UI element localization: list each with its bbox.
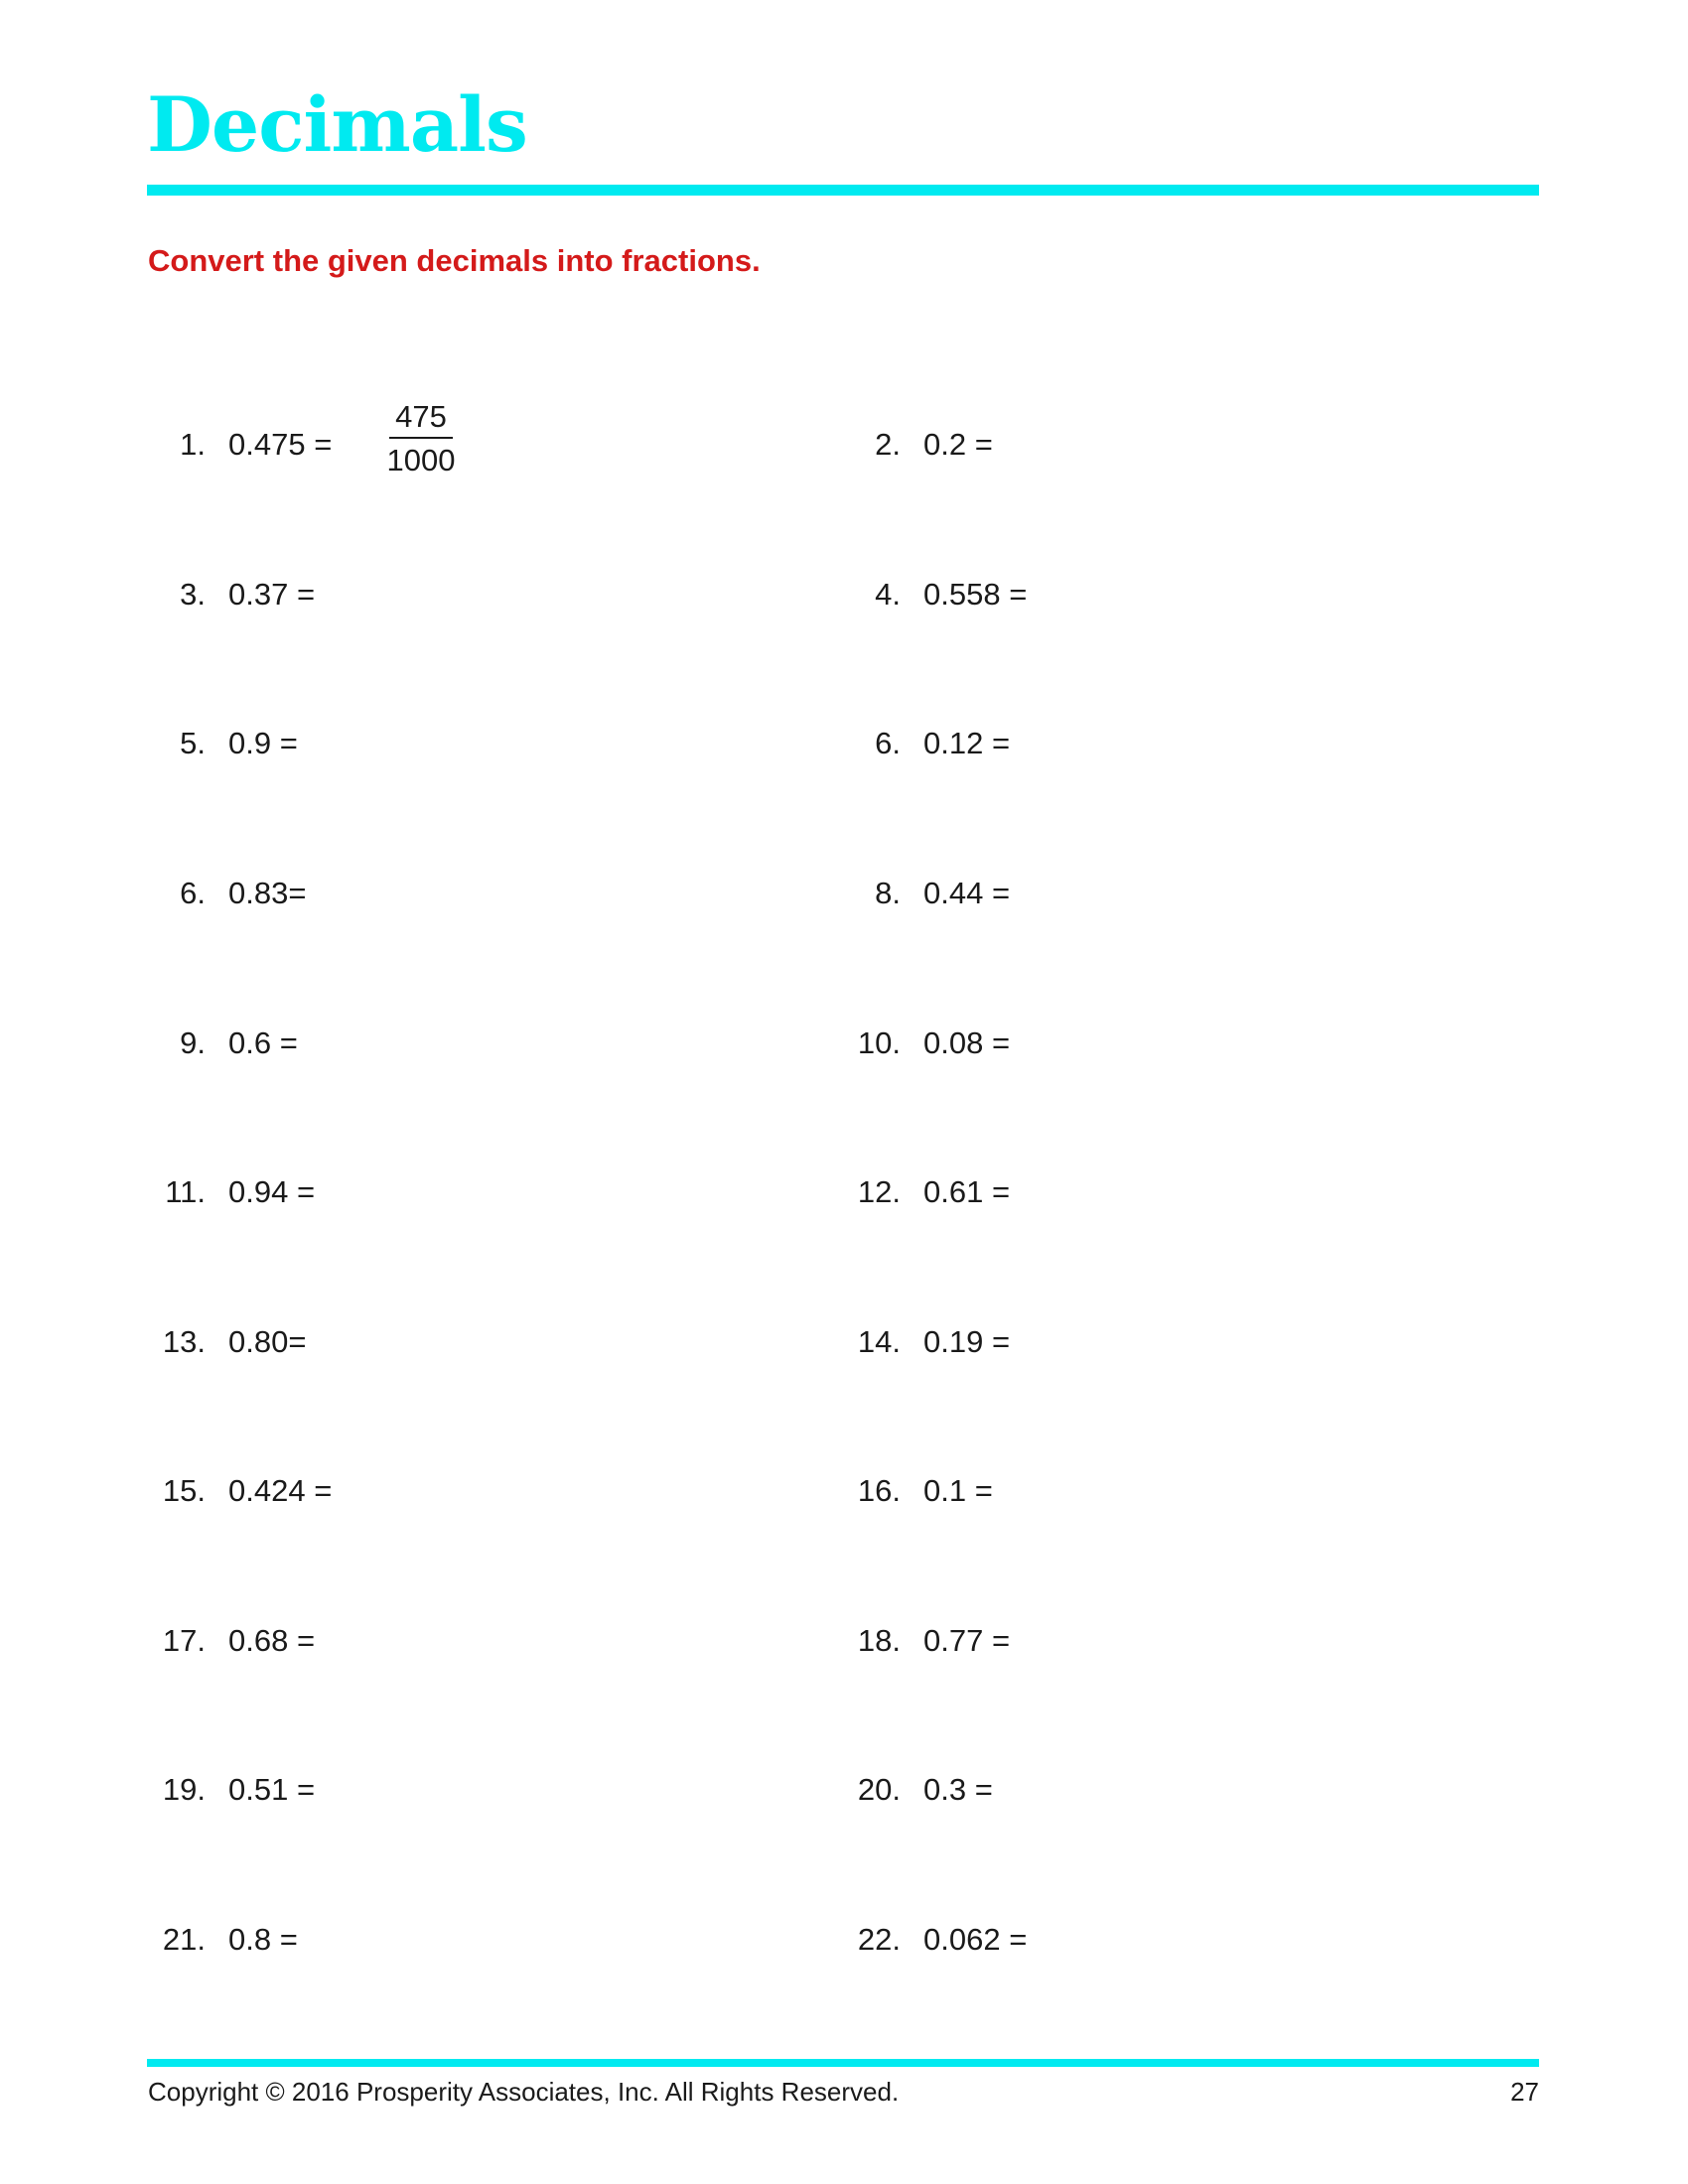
problem-expression: 0.558 = (923, 577, 1028, 612)
problem-number: 19. (162, 1772, 206, 1807)
problem-number: 9. (180, 1025, 206, 1060)
problem-expression: 0.80= (228, 1324, 307, 1359)
problem-expression: 0.2 = (923, 427, 993, 462)
fraction-bar (389, 437, 453, 439)
problem-expression: 0.94 = (228, 1174, 316, 1209)
footer-divider (147, 2059, 1539, 2067)
problem-expression: 0.08 = (923, 1025, 1011, 1060)
page-number: 27 (1510, 2077, 1539, 2107)
problem-number: 6. (180, 876, 206, 910)
problem-expression: 0.61 = (923, 1174, 1011, 1209)
problem-expression: 0.19 = (923, 1324, 1011, 1359)
problem-expression: 0.51 = (228, 1772, 316, 1807)
problem-number: 6. (875, 726, 901, 760)
problem-number: 18. (857, 1623, 901, 1658)
example-answer-fraction (381, 399, 461, 478)
problem-number: 15. (162, 1473, 206, 1508)
problem-number: 20. (857, 1772, 901, 1807)
problem-number: 4. (875, 577, 901, 612)
problem-number: 14. (857, 1324, 901, 1359)
problem-number: 16. (857, 1473, 901, 1508)
problem-number: 12. (857, 1174, 901, 1209)
fraction-numerator: 475 (395, 399, 447, 434)
problem-number: 8. (875, 876, 901, 910)
problem-expression: 0.77 = (923, 1623, 1011, 1658)
problem-expression: 0.3 = (923, 1772, 993, 1807)
problem-number: 2. (875, 427, 901, 462)
problem-number: 17. (162, 1623, 206, 1658)
problem-number: 22. (857, 1922, 901, 1957)
problem-number: 1. (180, 427, 206, 462)
title-divider (147, 185, 1539, 196)
problem-expression: 0.44 = (923, 876, 1011, 910)
problem-expression: 0.83= (228, 876, 307, 910)
problem-expression: 0.424 = (228, 1473, 333, 1508)
problem-expression: 0.12 = (923, 726, 1011, 760)
problem-expression: 0.8 = (228, 1922, 298, 1957)
problem-expression: 0.9 = (228, 726, 298, 760)
problem-number: 3. (180, 577, 206, 612)
copyright-notice: Copyright © 2016 Prosperity Associates, Inc. All Rights Reserved. (148, 2077, 900, 2107)
problem-expression: 0.68 = (228, 1623, 316, 1658)
problem-number: 13. (162, 1324, 206, 1359)
fraction-denominator: 1000 (386, 443, 456, 478)
problem-number: 21. (162, 1922, 206, 1957)
problem-expression: 0.062 = (923, 1922, 1028, 1957)
instructions: Convert the given decimals into fractions. (148, 243, 761, 278)
problem-number: 10. (857, 1025, 901, 1060)
problem-expression: 0.37 = (228, 577, 316, 612)
page-title: Decimals (147, 80, 527, 169)
problem-number: 11. (165, 1174, 206, 1209)
problem-expression: 0.475 = (228, 427, 333, 462)
problem-expression: 0.6 = (228, 1025, 298, 1060)
problem-number: 5. (180, 726, 206, 760)
problem-expression: 0.1 = (923, 1473, 993, 1508)
